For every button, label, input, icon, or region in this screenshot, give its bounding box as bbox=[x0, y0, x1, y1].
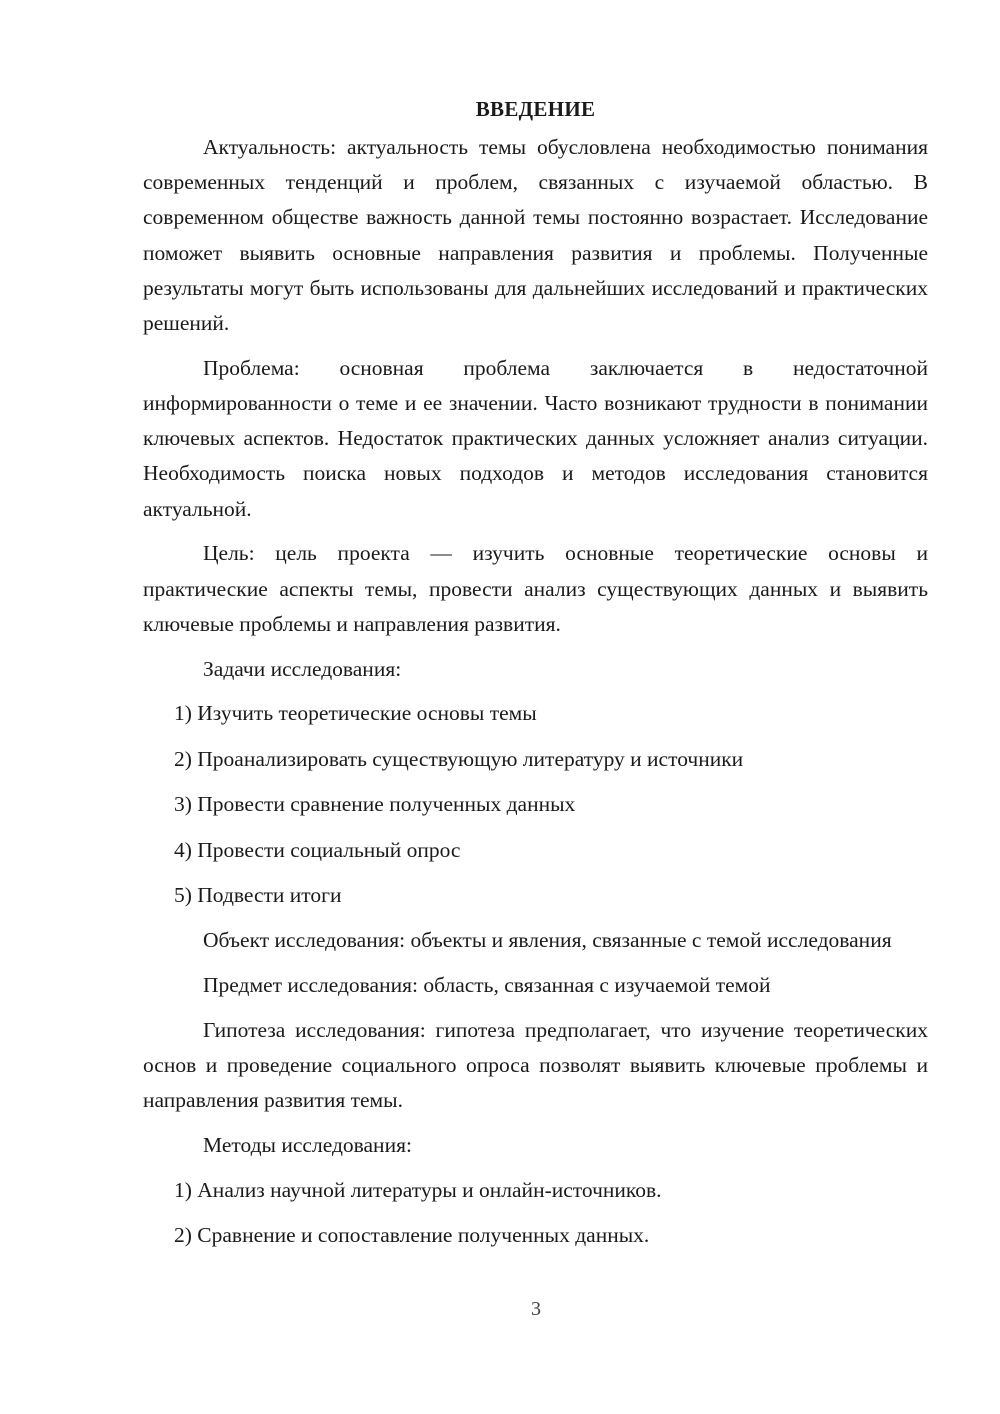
list-item: 5) Подвести итоги bbox=[174, 882, 342, 907]
tasks-list bbox=[143, 696, 928, 913]
section-title: ВВЕДЕНИЕ bbox=[475, 97, 596, 121]
problem-paragraph: Проблема: основная проблема заключается в недостаточной информированности о теме и ее значении. Часто возникают трудности в понимании ключевых аспектов. Недостаток практических данных усложняет анализ ситуации. Необходимость поиска новых подходов и методов исследования становится актуальной. bbox=[143, 355, 928, 521]
list-item: 2) Сравнение и сопоставление полученных данных. bbox=[174, 1223, 650, 1248]
relevance-paragraph: Актуальность: актуальность темы обусловлена необходимостью понимания современных тенденций и проблем, связанных с изучаемой областью. В современном обществе важность данной темы постоянно возрастает. Исследование поможет выявить основные направления развития и проблемы. Полученные результаты могут быть использованы для дальнейших исследований и практических решений. bbox=[143, 135, 928, 336]
document-page bbox=[143, 92, 928, 1264]
list-item: 3) Провести сравнение полученных данных bbox=[174, 792, 576, 817]
list-item: 4) Провести социальный опрос bbox=[174, 837, 461, 862]
goal-paragraph: Цель: цель проекта — изучить основные теоретические основы и практические аспекты темы, провести анализ существующих данных и выявить ключевые проблемы и направления развития. bbox=[143, 541, 928, 636]
list-item: 2) Проанализировать существующую литературу и источники bbox=[174, 746, 744, 771]
methods-heading: Методы исследования: bbox=[203, 1133, 412, 1158]
page-number: 3 bbox=[531, 1298, 541, 1320]
list-item: 1) Анализ научной литературы и онлайн-источников. bbox=[174, 1177, 662, 1202]
list-item: 1) Изучить теоретические основы темы bbox=[174, 701, 537, 726]
object-paragraph: Объект исследования: объекты и явления, связанные с темой исследования bbox=[203, 928, 892, 953]
hypothesis-paragraph: Гипотеза исследования: гипотеза предполагает, что изучение теоретических основ и проведение социального опроса позволят выявить ключевые проблемы и направления развития темы. bbox=[143, 1017, 928, 1113]
methods-list bbox=[143, 1173, 928, 1254]
tasks-heading: Задачи исследования: bbox=[203, 656, 402, 681]
subject-paragraph: Предмет исследования: область, связанная с изучаемой темой bbox=[203, 973, 771, 998]
